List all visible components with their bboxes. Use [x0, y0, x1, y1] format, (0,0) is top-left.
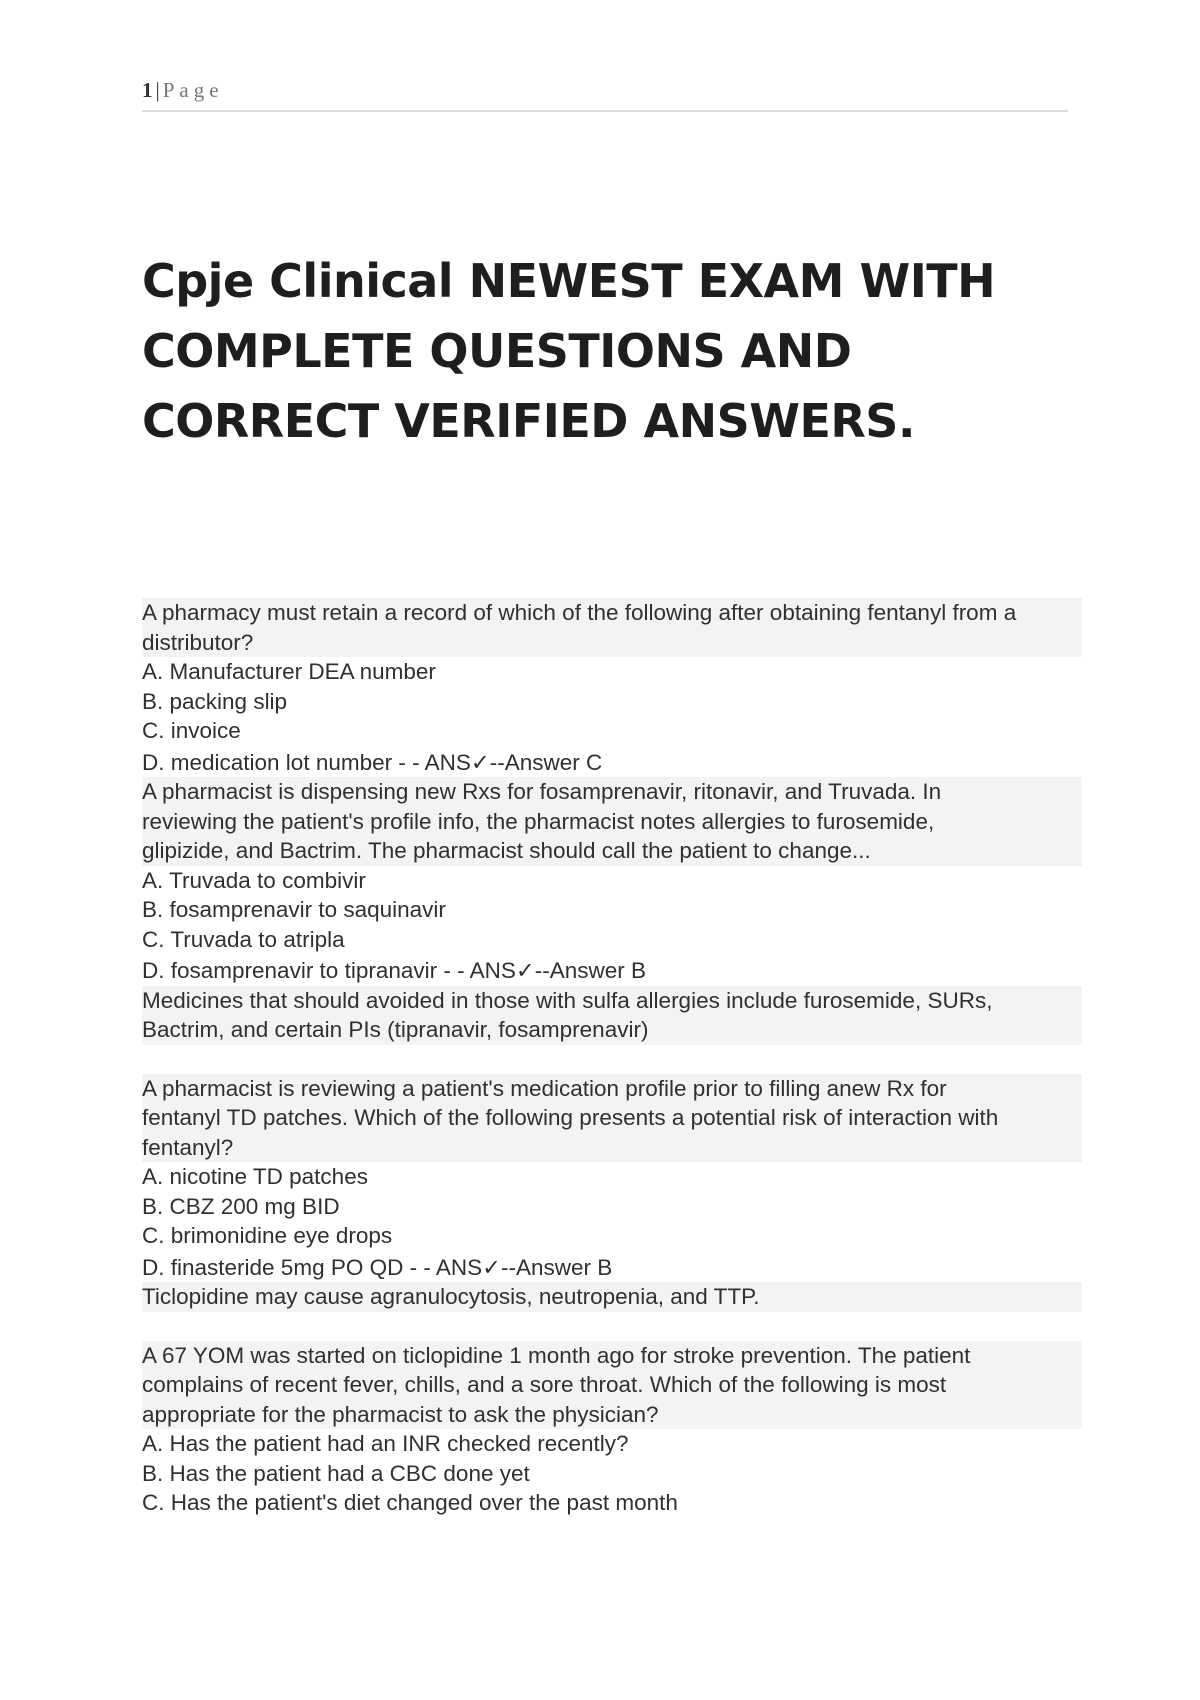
question-block [142, 777, 1082, 1045]
page-header [142, 78, 1068, 112]
question-stem-line: fentanyl? [142, 1133, 1082, 1163]
question-block [142, 598, 1082, 777]
answer-option: C. Truvada to atripla [142, 926, 345, 952]
explanation-line: Bactrim, and certain PIs (tipranavir, fosamprenavir) [142, 1015, 1082, 1045]
explanation-line: Ticlopidine may cause agranulocytosis, neutropenia, and TTP. [142, 1282, 1082, 1312]
question-stem-line: distributor? [142, 628, 1082, 658]
page-separator: | [155, 78, 161, 102]
answer-option: C. brimonidine eye drops [142, 1223, 393, 1248]
page-label: Page [162, 78, 224, 102]
answer-key-line: D. medication lot number - - ANS✓--Answer C [142, 749, 603, 775]
answer-key-line: D. finasteride 5mg PO QD - - ANS✓--Answer B [142, 1254, 613, 1280]
question-stem-line: complains of recent fever, chills, and a sore throat. Which of the following is most [142, 1370, 1082, 1400]
question-block [142, 1341, 1082, 1518]
spacer [142, 1312, 1082, 1341]
spacer [142, 1045, 1082, 1074]
question-stem-line: A pharmacist is dispensing new Rxs for fosamprenavir, ritonavir, and Truvada. In [142, 777, 1082, 807]
answer-option: B. fosamprenavir to saquinavir [142, 897, 446, 922]
answer-option: A. Truvada to combivir [142, 867, 366, 893]
answer-option: A. nicotine TD patches [142, 1164, 368, 1189]
answer-option: A. Has the patient had an INR checked recently? [142, 1431, 629, 1456]
answer-option: B. Has the patient had a CBC done yet [142, 1460, 530, 1486]
question-block [142, 1074, 1082, 1312]
explanation-line: Medicines that should avoided in those with sulfa allergies include furosemide, SURs, [142, 986, 1082, 1016]
question-content [142, 598, 1082, 1518]
question-stem-line: fentanyl TD patches. Which of the following presents a potential risk of interaction with [142, 1103, 1082, 1133]
answer-option: C. Has the patient's diet changed over the past month [142, 1490, 678, 1515]
answer-option: B. CBZ 200 mg BID [142, 1193, 340, 1219]
answer-option: C. invoice [142, 718, 241, 743]
question-stem-line: glipizide, and Bactrim. The pharmacist should call the patient to change... [142, 836, 1082, 866]
answer-option: A. Manufacturer DEA number [142, 659, 436, 684]
document-title: Cpje Clinical NEWEST EXAM WITH COMPLETE QUESTIONS AND CORRECT VERIFIED ANSWERS. [142, 254, 996, 448]
page-number: 1 [142, 78, 154, 102]
question-stem-line: A 67 YOM was started on ticlopidine 1 month ago for stroke prevention. The patient [142, 1341, 1082, 1371]
question-stem-line: appropriate for the pharmacist to ask the physician? [142, 1400, 1082, 1430]
question-stem-line: reviewing the patient's profile info, the pharmacist notes allergies to furosemide, [142, 807, 1082, 837]
question-stem-line: A pharmacist is reviewing a patient's medication profile prior to filling anew Rx for [142, 1074, 1082, 1104]
question-stem-line: A pharmacy must retain a record of which of the following after obtaining fentanyl from a [142, 598, 1082, 628]
answer-option: B. packing slip [142, 688, 288, 714]
answer-key-line: D. fosamprenavir to tipranavir - - ANS✓--Answer B [142, 958, 646, 983]
